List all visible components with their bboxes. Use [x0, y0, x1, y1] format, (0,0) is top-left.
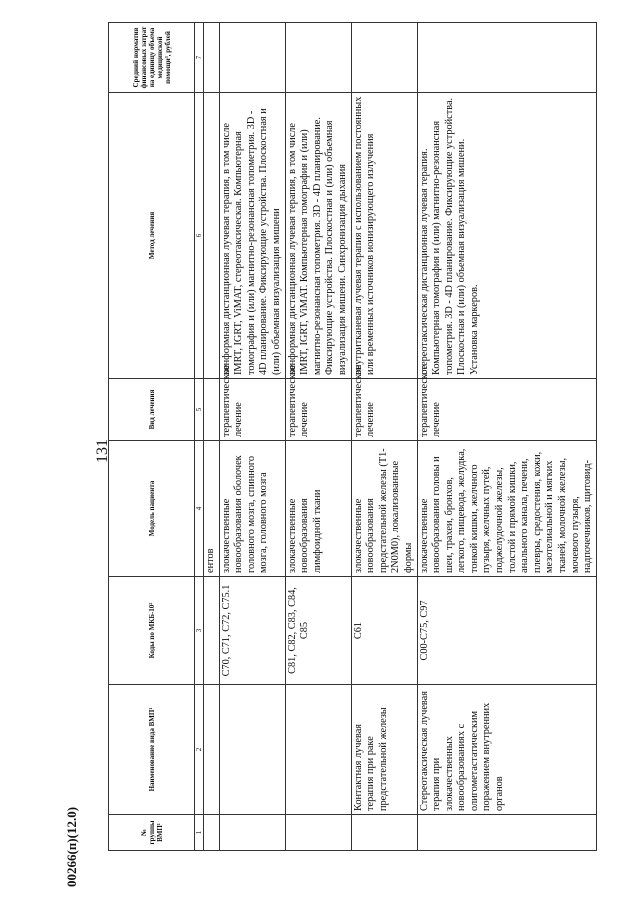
cell-group-number: [285, 815, 351, 851]
cell-vmp-type: [204, 685, 220, 815]
cell-patient-model: злокачественные новообразования лимфоидной ткани: [285, 441, 351, 577]
cell-icd-codes: C00-C75, C97: [417, 577, 596, 685]
cell-vmp-type: Стереотаксическая лучевая терапия при злокачественных новообразованиях с олигометастатическим поражением внутренних органов: [417, 685, 596, 815]
cell-group-number: [417, 815, 596, 851]
table-row: [417, 23, 596, 851]
vmp-table: [108, 22, 597, 851]
cell-icd-codes: C70, C71, C72, C75.1: [219, 577, 285, 685]
cell-vmp-type: [285, 685, 351, 815]
header-patient-model: Модель пациента: [109, 441, 195, 577]
column-number-row: [195, 23, 204, 851]
header-cost-norm: Средний норматив финансовых затрат на единицу объема медицинской помощи³, рублей: [109, 23, 195, 93]
column-number: 6: [195, 93, 204, 379]
cell-vmp-type: Контактная лучевая терапия при раке предстательной железы: [351, 685, 417, 815]
table-row: [285, 23, 351, 851]
header-group-number: № группы ВМП¹: [109, 815, 195, 851]
cell-icd-codes: C61: [351, 577, 417, 685]
cell-cost-norm: [285, 23, 351, 93]
cell-treatment-type: [204, 379, 220, 441]
column-number: 1: [195, 815, 204, 851]
header-treatment-type: Вид лечения: [109, 379, 195, 441]
header-vmp-type: Наименование вида ВМП¹: [109, 685, 195, 815]
column-number: 7: [195, 23, 204, 93]
header-row: [109, 23, 195, 851]
rotated-table-area: [108, 23, 628, 851]
column-number: 2: [195, 685, 204, 815]
table-row: [351, 23, 417, 851]
cell-patient-model: злокачественные новообразования оболочек головного мозга, спинного мозга, головного мозга: [219, 441, 285, 577]
cell-group-number: [219, 815, 285, 851]
cell-patient-model: ентов: [204, 441, 220, 577]
table-row: [219, 23, 285, 851]
cell-cost-norm: [351, 23, 417, 93]
cell-cost-norm: [417, 23, 596, 93]
cell-cost-norm: [204, 23, 220, 93]
cell-treatment-type: терапевтическое лечение: [351, 379, 417, 441]
cell-treatment-type: терапевтическое лечение: [285, 379, 351, 441]
cell-treatment-type: терапевтическое лечение: [219, 379, 285, 441]
column-number: 5: [195, 379, 204, 441]
cell-group-number: [351, 815, 417, 851]
cell-treatment-method: конформная дистанционная лучевая терапия, в том числе IMRT, IGRT, ViMAT, стереотаксическая. Компьютерная томография и (или) магнитно-резонансная топометрия. 3D - 4D планирование. Фиксирующие устройства. Плоскостная и (или) объемная визуализация мишени: [219, 93, 285, 379]
cell-icd-codes: C81, C82, C83, C84, C85: [285, 577, 351, 685]
column-number: 3: [195, 577, 204, 685]
cell-cost-norm: [219, 23, 285, 93]
cell-treatment-type: терапевтическое лечение: [417, 379, 596, 441]
page-number: 131: [94, 439, 111, 463]
cell-patient-model: злокачественные новообразования головы и шеи, трахеи, бронхов, легкого, пищевода, желудка, тонкой кишки, желчного пузыря, желчных путей, поджелудочной железы, толстой и прямой кишки, анального канала, печени, плевры, средостения, кожи, мезотелиальной и мягких тканей, молочной железы, мочевого пузыря, надпочечников, щитовид-: [417, 441, 596, 577]
cell-treatment-method: конформная дистанционная лучевая терапия, в том числе IMRT, IGRT, ViMAT. Компьютерная томография и (или) магнитно-резонансная топометрия. 3D - 4D планирование. Фиксирующие устройства. Плоскостная и (или) объемная визуализация мишени. Синхронизация дыхания: [285, 93, 351, 379]
header-treatment-method: Метод лечения: [109, 93, 195, 379]
cell-patient-model: злокачественные новообразования предстательной железы (T1-2N0M0), локализованные формы: [351, 441, 417, 577]
cell-group-number: [204, 815, 220, 851]
cell-treatment-method: [204, 93, 220, 379]
column-number: 4: [195, 441, 204, 577]
cell-treatment-method: внутритканевая лучевая терапия с использованием постоянных или временных источников ионизирующего излучения: [351, 93, 417, 379]
cell-vmp-type: [219, 685, 285, 815]
table-row: [204, 23, 220, 851]
cell-treatment-method: стереотаксическая дистанционная лучевая терапия. Компьютерная томография и (или) магнитно-резонансная топометрия. 3D - 4D планирование. Фиксирующие устройства. Плоскостная и (или) объемная визуализация мишени. Установка маркеров.: [417, 93, 596, 379]
rotated-page: [108, 23, 628, 851]
cell-icd-codes: [204, 577, 220, 685]
header-icd-codes: Коды по МКБ-10²: [109, 577, 195, 685]
document-code: 00266(п)(12.0): [64, 806, 79, 888]
